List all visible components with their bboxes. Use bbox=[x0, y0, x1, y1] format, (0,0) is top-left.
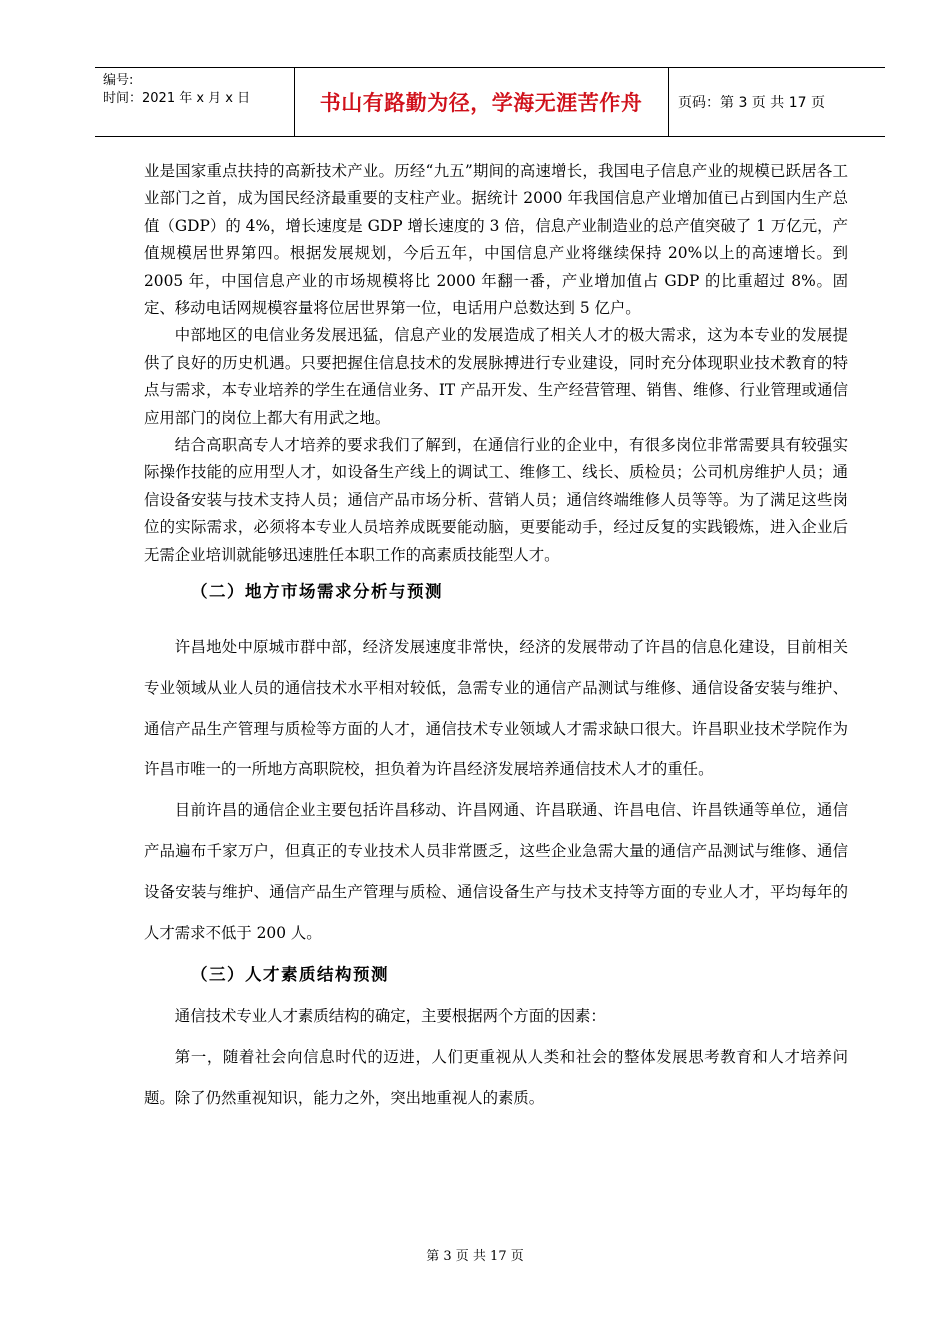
header-meta bbox=[103, 72, 293, 108]
section-heading: （三）人才素质结构预测 bbox=[191, 965, 389, 985]
section-local-demand bbox=[144, 627, 848, 953]
body-paragraph: 业是国家重点扶持的高新技术产业。历经“九五”期间的高速增长，我国电子信息产业的规模已跃居各工业部门之首，成为国民经济最重要的支柱产业。据统计 2000 年我国信息产业增加值已占到国内生产总值（GDP）的 4%，增长速度是 GDP 增长速度的 3 倍，信息产业制造业的总产值突破了 1 万亿元，产值规模居世界第四。根据发展规划，今后五年，中国信息产业将继续保持 20%以上的高速增长。到 2005 年，中国信息产业的市场规模将比 2000 年翻一番，产业增加值占 GDP 的比重超过 8%。固定、移动电话网规模容量将位居世界第一位，电话用户总数达到 5 亿户。 bbox=[144, 162, 848, 318]
document-body bbox=[144, 158, 848, 1119]
section-heading: （二）地方市场需求分析与预测 bbox=[191, 582, 443, 602]
page-footer: 第 3 页 共 17 页 bbox=[426, 1249, 524, 1264]
section-talent-structure bbox=[144, 996, 848, 1118]
body-paragraph: 中部地区的电信业务发展迅猛，信息产业的发展造成了相关人才的极大需求，这为本专业的发展提供了良好的历史机遇。只要把握住信息技术的发展脉搏进行专业建设，同时充分体现职业技术教育的特点与需求，本专业培养的学生在通信业务、IT 产品开发、生产经营管理、销售、维修、行业管理或通信应用部门的岗位上都大有用武之地。 bbox=[144, 326, 848, 427]
header-page-number: 页码：第 3 页 共 17 页 bbox=[678, 94, 825, 111]
body-paragraph: 结合高职高专人才培养的要求我们了解到，在通信行业的企业中，有很多岗位非常需要具有较强实际操作技能的应用型人才，如设备生产线上的调试工、维修工、线长、质检员；公司机房维护人员；通信设备安装与技术支持人员；通信产品市场分析、营销人员；通信终端维修人员等等。为了满足这些岗位的实际需求，必须将本专业人员培养成既要能动脑，更要能动手，经过反复的实践锻炼，进入企业后无需企业培训就能够迅速胜任本职工作的高素质技能型人才。 bbox=[144, 436, 848, 564]
page-header bbox=[95, 67, 885, 137]
time-label: 时间：2021 年 x 月 x 日 bbox=[103, 91, 251, 106]
body-paragraph: 通信技术专业人才素质结构的确定，主要根据两个方面的因素： bbox=[174, 1007, 606, 1026]
code-label: 编号: bbox=[103, 73, 134, 88]
header-divider bbox=[668, 68, 669, 136]
body-paragraph: 许昌地处中原城市群中部，经济发展速度非常快，经济的发展带动了许昌的信息化建设，目前相关专业领域从业人员的通信技术水平相对较低，急需专业的通信产品测试与维修、通信设备安装与维护、通信产品生产管理与质检等方面的人才，通信技术专业领域人才需求缺口很大。许昌职业技术学院作为许昌市唯一的一所地方高职院校，担负着为许昌经济发展培养通信技术人才的重任。 bbox=[144, 638, 848, 779]
body-paragraph: 第一，随着社会向信息时代的迈进，人们更重视从人类和社会的整体发展思考教育和人才培养问题。除了仍然重视知识，能力之外，突出地重视人的素质。 bbox=[144, 1048, 848, 1108]
section-market-overview bbox=[144, 158, 848, 569]
header-motto: 书山有路勤为径，学海无涯苦作舟 bbox=[319, 90, 643, 115]
body-paragraph: 目前许昌的通信企业主要包括许昌移动、许昌网通、许昌联通、许昌电信、许昌铁通等单位，通信产品遍布千家万户，但真正的专业技术人员非常匮乏，这些企业急需大量的通信产品测试与维修、通信设备安装与维护、通信产品生产管理与质检、通信设备生产与技术支持等方面的专业人才，平均每年的人才需求不低于 200 人。 bbox=[144, 801, 848, 942]
